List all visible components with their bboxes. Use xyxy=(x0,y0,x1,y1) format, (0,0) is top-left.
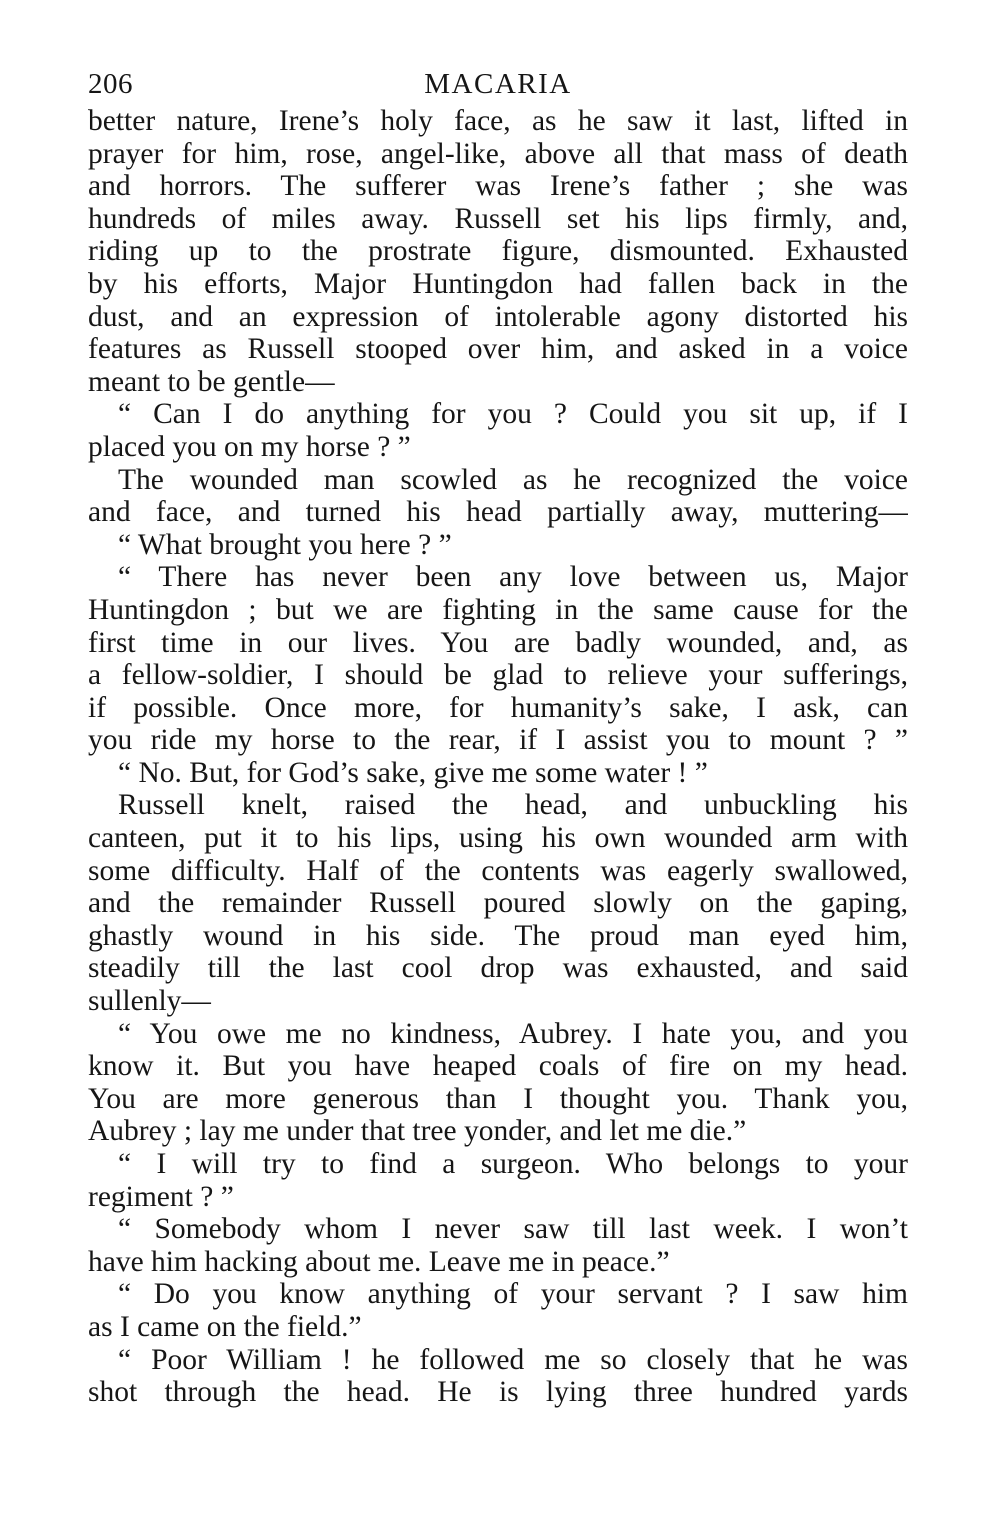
text-line: by his efforts, Major Huntingdon had fallen back in the xyxy=(88,267,908,300)
text-line: placed you on my horse ? ” xyxy=(88,430,411,463)
text-line: some difficulty. Half of the contents was eagerly swallowed, xyxy=(88,854,908,887)
text-line: canteen, put it to his lips, using his own wounded arm with xyxy=(88,822,908,855)
text-line: have him hacking about me. Leave me in peace.” xyxy=(88,1245,670,1278)
text-line: and the remainder Russell poured slowly on the gaping, xyxy=(88,887,908,920)
text-line: dust, and an expression of intolerable agony distorted his xyxy=(88,300,908,333)
text-line: “ You owe me no kindness, Aubrey. I hate you, and you xyxy=(118,1017,908,1050)
text-line: Huntingdon ; but we are fighting in the same cause for the xyxy=(88,593,908,626)
text-line: as I came on the field.” xyxy=(88,1310,362,1343)
text-line: The wounded man scowled as he recognized the voice xyxy=(118,463,908,496)
running-title: MACARIA xyxy=(424,68,572,100)
body-text xyxy=(88,105,908,1409)
text-line: meant to be gentle— xyxy=(88,365,335,398)
text-line: prayer for him, rose, angel-like, above all that mass of death xyxy=(88,137,908,170)
text-line: and horrors. The sufferer was Irene’s father ; she was xyxy=(88,170,908,203)
text-line: “ What brought you here ? ” xyxy=(118,528,452,561)
text-line: steadily till the last cool drop was exhausted, and said xyxy=(88,952,908,985)
text-line: “ Can I do anything for you ? Could you sit up, if I xyxy=(118,398,908,431)
text-line: shot through the head. He is lying three hundred yards xyxy=(88,1376,908,1409)
text-line: know it. But you have heaped coals of fire on my head. xyxy=(88,1050,908,1083)
text-line: “ Poor William ! he followed me so closely that he was xyxy=(118,1343,908,1376)
text-line: “ I will try to find a surgeon. Who belongs to your xyxy=(118,1148,908,1180)
text-line: better nature, Irene’s holy face, as he saw it last, lifted in xyxy=(88,105,908,137)
text-line: riding up to the prostrate figure, dismounted. Exhausted xyxy=(88,235,908,268)
page-number: 206 xyxy=(88,68,133,100)
text-line: first time in our lives. You are badly wounded, and, as xyxy=(88,626,908,659)
text-line: regiment ? ” xyxy=(88,1180,234,1213)
text-line: ghastly wound in his side. The proud man eyed him, xyxy=(88,919,908,952)
text-line: “ Somebody whom I never saw till last week. I won’t xyxy=(118,1213,908,1246)
text-line: “ Do you know anything of your servant ? I saw him xyxy=(118,1278,908,1311)
text-line: and face, and turned his head partially away, muttering— xyxy=(88,496,908,529)
text-line: “ There has never been any love between us, Major xyxy=(118,561,908,594)
page-header xyxy=(88,64,908,104)
text-line: hundreds of miles away. Russell set his lips firmly, and, xyxy=(88,202,908,235)
text-line: “ No. But, for God’s sake, give me some water ! ” xyxy=(118,756,708,789)
text-line: features as Russell stooped over him, and asked in a voice xyxy=(88,333,908,366)
text-line: You are more generous than I thought you. Thank you, xyxy=(88,1082,908,1115)
text-line: you ride my horse to the rear, if I assist you to mount ? ” xyxy=(88,724,908,757)
text-line: Russell knelt, raised the head, and unbuckling his xyxy=(118,789,908,822)
text-line: Aubrey ; lay me under that tree yonder, and let me die.” xyxy=(88,1115,747,1148)
text-line: sullenly— xyxy=(88,985,211,1018)
text-line: if possible. Once more, for humanity’s sake, I ask, can xyxy=(88,691,908,724)
text-line: a fellow-soldier, I should be glad to relieve your sufferings, xyxy=(88,659,908,692)
